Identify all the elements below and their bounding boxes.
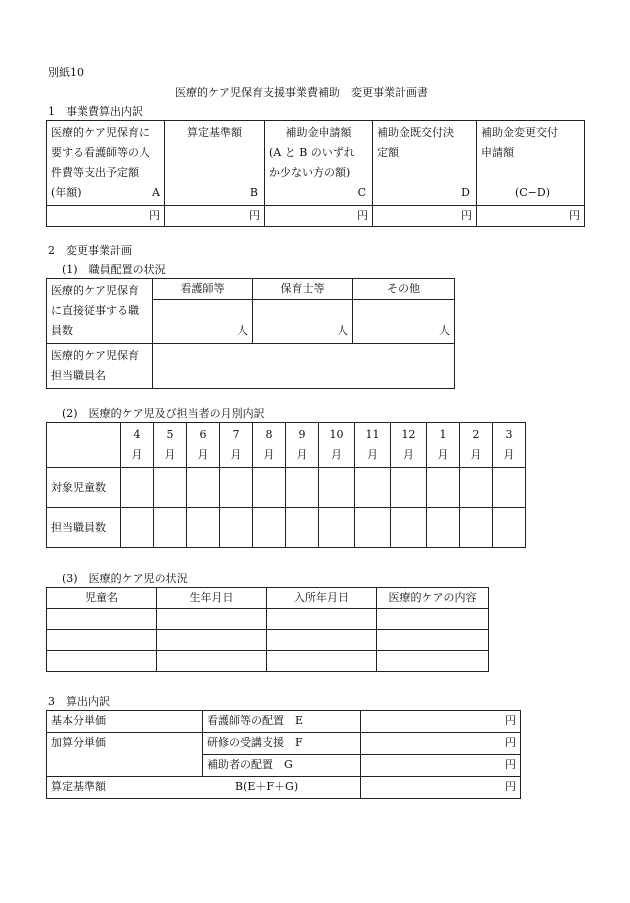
training-support-value[interactable]: 円 [361,733,521,755]
section-1-heading: 1 事業費算出内訳 [48,105,143,118]
month-header: 3 月 [493,423,526,468]
month-header: 1 月 [427,423,460,468]
care-cell[interactable] [377,630,489,651]
calculation-table [46,710,521,799]
staff-col-caregiver: 保育士等 [253,279,353,300]
staff-count-cell[interactable] [427,508,460,548]
care-cell[interactable] [377,651,489,672]
cost-a-value[interactable]: 円 [47,206,165,227]
cost-c-value[interactable]: 円 [265,206,373,227]
month-header: 6 月 [187,423,220,468]
staff-count-cell[interactable] [391,508,427,548]
base-amount-label: 算定基準額 [51,780,106,793]
staff-count-cell[interactable] [220,508,253,548]
row-target-children: 対象児童数 [47,468,121,508]
cost-col-change-application: 補助金変更交付 申請額 (C−D) [477,121,585,206]
subsection-care-heading: (3) 医療的ケア児の状況 [62,572,188,585]
children-count-cell[interactable] [355,468,391,508]
base-amount-formula: B(E＋F＋G) [235,780,299,793]
staff-col-other: その他 [353,279,455,300]
section-3-heading: 3 算出内訳 [48,695,110,708]
staff-count-cell[interactable] [319,508,355,548]
staff-count-cell[interactable] [493,508,526,548]
staff-count-cell[interactable] [286,508,319,548]
staff-count-cell[interactable] [187,508,220,548]
children-count-cell[interactable] [187,468,220,508]
assistant-allocation-value[interactable]: 円 [361,755,521,777]
nurse-allocation-label: 看護師等の配置 E [203,711,361,733]
care-cell[interactable] [157,630,267,651]
assigned-staff-names[interactable] [153,344,455,389]
staff-count-cell[interactable] [355,508,391,548]
cost-b-value[interactable]: 円 [165,206,265,227]
month-header: 7 月 [220,423,253,468]
care-col-child-name: 児童名 [47,588,157,609]
cost-cd-value[interactable]: 円 [477,206,585,227]
staff-nurse-count[interactable]: 人 [153,300,253,344]
care-cell[interactable] [47,651,157,672]
children-count-cell[interactable] [220,468,253,508]
month-header: 9 月 [286,423,319,468]
staff-count-cell[interactable] [460,508,493,548]
cost-col-application: 補助金申請額 (A と B のいずれ か少ない方の額) C [265,121,373,206]
subsection-monthly-heading: (2) 医療的ケア児及び担当者の月別内訳 [62,407,265,420]
month-header: 12 月 [391,423,427,468]
staff-count-cell[interactable] [121,508,154,548]
care-col-admission-date: 入所年月日 [267,588,377,609]
month-header: 8 月 [253,423,286,468]
basic-unit-label: 基本分単価 [47,711,203,733]
staff-count-cell[interactable] [253,508,286,548]
monthly-corner-cell [47,423,121,468]
base-amount-value[interactable]: 円 [361,777,521,799]
section-2-heading: 2 変更事業計画 [48,244,132,257]
care-cell[interactable] [157,651,267,672]
cost-col-expenditure: 医療的ケア児保育に 要する看護師等の人 件費等支出予定額 (年額) A [47,121,165,206]
staff-count-cell[interactable] [154,508,187,548]
month-header: 11 月 [355,423,391,468]
care-cell[interactable] [267,609,377,630]
staff-caregiver-count[interactable]: 人 [253,300,353,344]
care-cell[interactable] [377,609,489,630]
cost-breakdown-table [46,120,585,227]
staff-row-label: 医療的ケア児保育 に直接従事する職 員数 [47,279,153,344]
document-title: 医療的ケア児保育支援事業費補助 変更事業計画書 [175,86,428,99]
cost-col-already-granted: 補助金既交付決 定額 D [373,121,477,206]
children-count-cell[interactable] [286,468,319,508]
month-header: 5 月 [154,423,187,468]
month-header: 10 月 [319,423,355,468]
care-cell[interactable] [47,630,157,651]
month-header: 4 月 [121,423,154,468]
children-count-cell[interactable] [253,468,286,508]
subsection-staff-heading: (1) 職員配置の状況 [62,263,166,276]
staff-allocation-table [46,278,455,389]
children-count-cell[interactable] [460,468,493,508]
annex-number: 別紙10 [48,66,84,79]
monthly-breakdown-table [46,422,526,548]
children-count-cell[interactable] [121,468,154,508]
staff-other-count[interactable]: 人 [353,300,455,344]
cost-col-base-amount: 算定基準額 B [165,121,265,206]
addition-unit-label: 加算分単価 [47,733,203,777]
children-count-cell[interactable] [154,468,187,508]
base-amount-row-label [47,777,361,799]
care-status-table [46,587,489,672]
care-cell[interactable] [267,630,377,651]
care-cell[interactable] [267,651,377,672]
month-header: 2 月 [460,423,493,468]
children-count-cell[interactable] [427,468,460,508]
children-count-cell[interactable] [391,468,427,508]
children-count-cell[interactable] [319,468,355,508]
cost-d-value[interactable]: 円 [373,206,477,227]
staff-col-nurse: 看護師等 [153,279,253,300]
nurse-allocation-value[interactable]: 円 [361,711,521,733]
training-support-label: 研修の受講支援 F [203,733,361,755]
assistant-allocation-label: 補助者の配置 G [203,755,361,777]
row-assigned-staff: 担当職員数 [47,508,121,548]
care-cell[interactable] [47,609,157,630]
children-count-cell[interactable] [493,468,526,508]
care-col-care-content: 医療的ケアの内容 [377,588,489,609]
care-col-birthdate: 生年月日 [157,588,267,609]
care-cell[interactable] [157,609,267,630]
assigned-staff-label: 医療的ケア児保育 担当職員名 [47,344,153,389]
